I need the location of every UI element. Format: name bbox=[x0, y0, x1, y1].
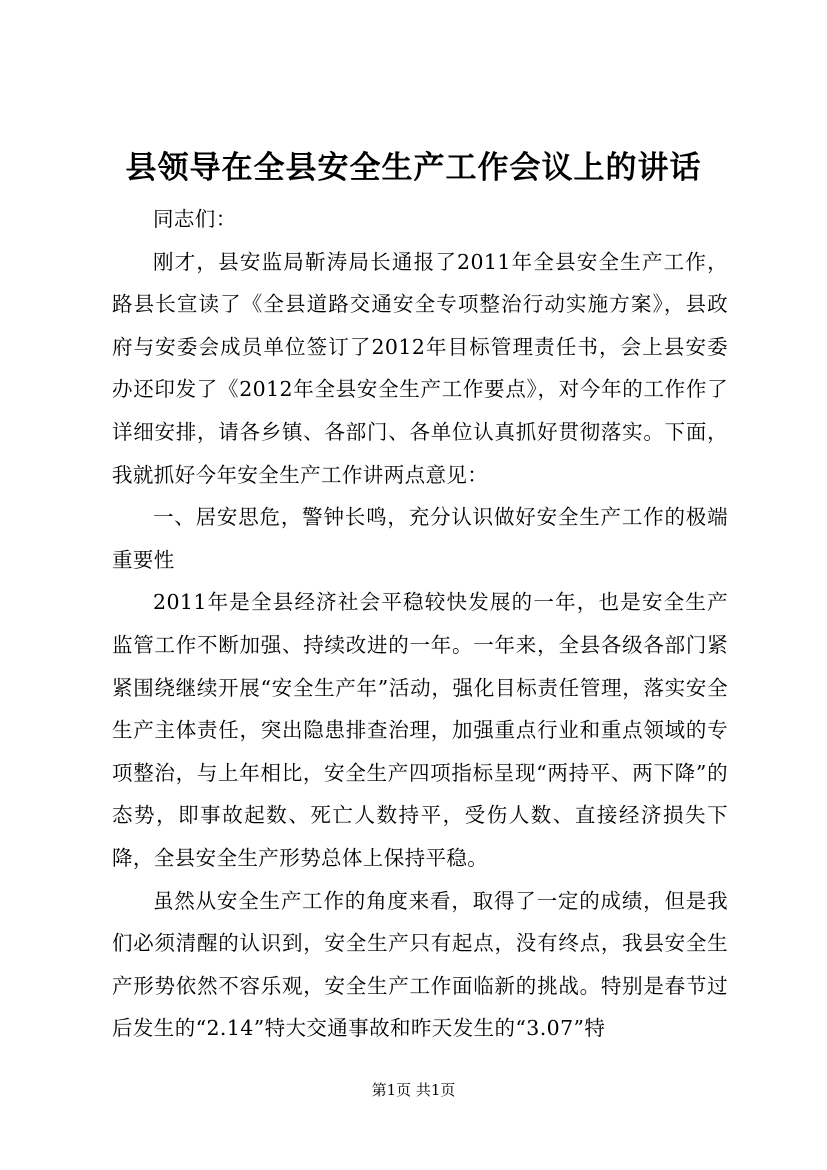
document-body bbox=[112, 198, 728, 1050]
paragraph-opening: 刚才，县安监局靳涛局长通报了2011年全县安全生产工作，路县长宣读了《全县道路交通安全专项整治行动实施方案》，县政府与安委会成员单位签订了2012年目标管理责任书，会上县安委办还印发了《2012年全县安全生产工作要点》，对今年的工作作了详细安排，请各乡镇、各部门、各单位认真抓好贯彻落实。下面，我就抓好今年安全生产工作讲两点意见： bbox=[112, 249, 728, 487]
paragraph-challenges: 虽然从安全生产工作的角度来看，取得了一定的成绩，但是我们必须清醒的认识到，安全生产只有起点，没有终点，我县安全生产形势依然不容乐观，安全生产工作面临新的挑战。特别是春节过后发生的“2.14”特大交通事故和昨天发生的“3.07”特 bbox=[112, 888, 728, 1041]
paragraph-review-2011: 2011年是全县经济社会平稳较快发展的一年，也是安全生产监管工作不断加强、持续改进的一年。一年来，全县各级各部门紧紧围绕继续开展“安全生产年”活动，强化目标责任管理，落实安全生产主体责任，突出隐患排查治理，加强重点行业和重点领域的专项整治，与上年相比，安全生产四项指标呈现“两持平、两下降”的态势，即事故起数、死亡人数持平，受伤人数、直接经济损失下降，全县安全生产形势总体上保持平稳。 bbox=[112, 590, 728, 870]
paragraph-section-heading: 一、居安思危，警钟长鸣，充分认识做好安全生产工作的极端重要性 bbox=[112, 505, 728, 572]
document-title: 县领导在全县安全生产工作会议上的讲话 bbox=[125, 150, 702, 186]
paragraph-salutation: 同志们： bbox=[153, 207, 237, 231]
page-number-footer: 第1页 共1页 bbox=[371, 1081, 456, 1099]
